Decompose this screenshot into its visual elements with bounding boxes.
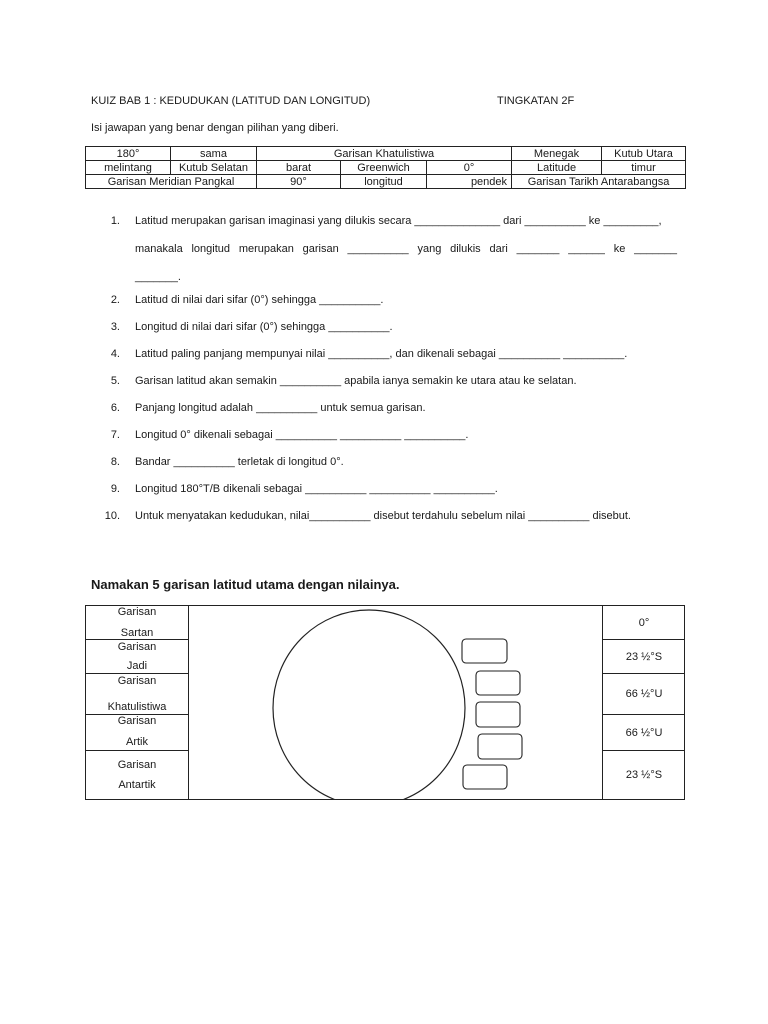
- question-1-line-1: Latitud merupakan garisan imaginasi yang dilukis secara ______________ dari __________ ke _________,: [135, 215, 662, 227]
- cell-text: Garisan: [117, 715, 157, 727]
- word-cell: Garisan Tarikh Antarabangsa: [512, 175, 686, 189]
- word-cell: Menegak: [512, 147, 602, 161]
- word: manakala: [135, 243, 183, 255]
- cell-text: Sartan: [120, 627, 154, 639]
- globe-diagram: [86, 606, 684, 799]
- quiz-title: KUIZ BAB 1 : KEDUDUKAN (LATITUD DAN LONGITUD): [91, 95, 371, 107]
- word: longitud: [191, 243, 231, 255]
- word: dilukis: [450, 243, 481, 255]
- answer-blank: _______: [516, 243, 560, 255]
- question-number: 5.: [110, 375, 120, 387]
- answer-blank: _______: [634, 243, 677, 255]
- word: merupakan: [238, 243, 294, 255]
- cell-text: Garisan: [117, 759, 157, 771]
- word-cell: Kutub Selatan: [171, 161, 257, 175]
- answer-box[interactable]: [462, 639, 507, 663]
- question-number: 2.: [110, 294, 120, 306]
- question-8: Bandar __________ terletak di longitud 0°.: [135, 456, 344, 468]
- question-number: 7.: [110, 429, 120, 441]
- word-cell: Latitude: [512, 161, 602, 175]
- latitude-value-cell: 0°: [602, 606, 685, 640]
- question-number: 8.: [110, 456, 120, 468]
- word: dari: [489, 243, 508, 255]
- section-title: Namakan 5 garisan latitud utama dengan nilainya.: [91, 577, 400, 592]
- question-number: 4.: [110, 348, 120, 360]
- cell-text: Garisan: [117, 606, 157, 618]
- question-7: Longitud 0° dikenali sebagai __________ __________ __________.: [135, 429, 469, 441]
- cell-text: Garisan: [117, 641, 157, 653]
- word-cell: longitud: [341, 175, 427, 189]
- latitude-value-cell: 66 ½°U: [602, 674, 685, 715]
- question-2: Latitud di nilai dari sifar (0°) sehingga __________.: [135, 294, 384, 306]
- question-10: Untuk menyatakan kedudukan, nilai__________ disebut terdahulu sebelum nilai __________ disebut.: [135, 510, 631, 522]
- cell-text: Khatulistiwa: [107, 701, 167, 713]
- answer-box[interactable]: [478, 734, 522, 759]
- question-number: 1.: [110, 215, 120, 227]
- question-6: Panjang longitud adalah __________ untuk semua garisan.: [135, 402, 426, 414]
- instruction: Isi jawapan yang benar dengan pilihan yang diberi.: [91, 122, 339, 134]
- answer-blank: __________: [347, 243, 409, 255]
- word-cell: 90°: [257, 175, 341, 189]
- word-cell: Garisan Meridian Pangkal: [86, 175, 257, 189]
- word-cell: Garisan Khatulistiwa: [257, 147, 512, 161]
- question-number: 9.: [110, 483, 120, 495]
- cell-text: Antartik: [118, 779, 156, 791]
- question-9: Longitud 180°T/B dikenali sebagai __________ __________ __________.: [135, 483, 498, 495]
- word-cell: Greenwich: [341, 161, 427, 175]
- answer-box[interactable]: [463, 765, 507, 789]
- word: garisan: [302, 243, 339, 255]
- latitude-value-cell: 23 ½°S: [602, 751, 685, 799]
- word-cell: melintang: [86, 161, 171, 175]
- word-cell: sama: [171, 147, 257, 161]
- word-cell: timur: [602, 161, 686, 175]
- form-label: TINGKATAN 2F: [497, 95, 575, 107]
- question-4: Latitud paling panjang mempunyai nilai __________, dan dikenali sebagai __________ __________.: [135, 348, 628, 360]
- question-number: 3.: [110, 321, 120, 333]
- word-cell: Kutub Utara: [602, 147, 686, 161]
- word-cell: 180°: [86, 147, 171, 161]
- latitude-value-cell: 23 ½°S: [602, 640, 685, 674]
- word-cell: 0°: [427, 161, 512, 175]
- question-1-line-2: [135, 243, 677, 255]
- word-bank-table: [85, 146, 686, 189]
- word: yang: [417, 243, 442, 255]
- word-bank-row: [86, 147, 686, 161]
- question-number: 6.: [110, 402, 120, 414]
- question-number: 10.: [104, 510, 120, 522]
- cell-text: Artik: [126, 736, 148, 748]
- word-cell: barat: [257, 161, 341, 175]
- word: ke: [613, 243, 626, 255]
- question-1-line-3: _______.: [135, 271, 181, 283]
- word-bank-row: [86, 161, 686, 175]
- latitude-diagram-table: [85, 605, 685, 800]
- answer-blank: ______: [568, 243, 605, 255]
- cell-text: Garisan: [117, 675, 157, 687]
- word-cell: pendek: [427, 175, 512, 189]
- question-5: Garisan latitud akan semakin __________ apabila ianya semakin ke utara atau ke selatan.: [135, 375, 577, 387]
- cell-text: Jadi: [126, 660, 148, 672]
- globe-outline: [273, 610, 465, 799]
- answer-box[interactable]: [476, 702, 520, 727]
- latitude-value-cell: 66 ½°U: [602, 715, 685, 751]
- answer-box[interactable]: [476, 671, 520, 695]
- question-3: Longitud di nilai dari sifar (0°) sehingga __________.: [135, 321, 393, 333]
- word-bank-row: [86, 175, 686, 189]
